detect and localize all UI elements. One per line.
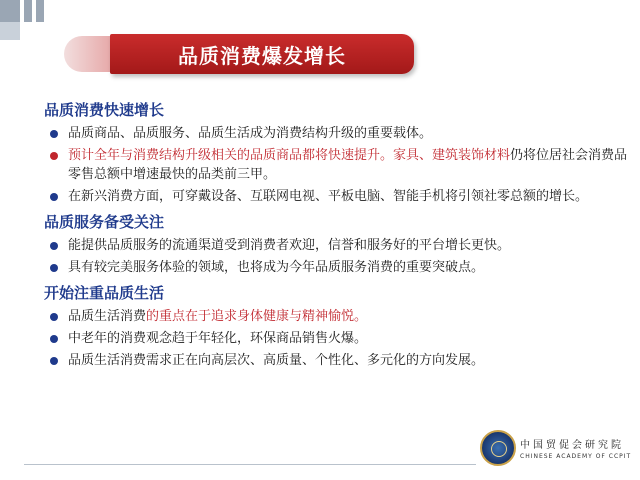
bullet-list: [44, 307, 634, 370]
bullet-icon: [50, 313, 58, 321]
decorative-bar: [0, 0, 20, 22]
page-title: 品质消费爆发增长: [178, 43, 346, 68]
decorative-bar: [36, 0, 44, 22]
bullet-icon: [50, 130, 58, 138]
item-text: 在新兴消费方面，可穿戴设备、互联网电视、平板电脑、智能手机将引领社零总额的增长。: [68, 189, 589, 204]
bullet-icon: [50, 357, 58, 365]
decorative-bar: [0, 22, 20, 40]
content-area: [44, 98, 634, 373]
highlighted-text: 的重点在于追求身体健康与精神愉悦。: [146, 309, 368, 324]
footer-divider: [24, 464, 476, 465]
bullet-list: [44, 124, 634, 206]
item-text: 品质商品、品质服务、品质生活成为消费结构升级的重要载体。: [68, 126, 433, 141]
bullet-icon: [50, 264, 58, 272]
bullet-list: [44, 236, 634, 277]
item-text: 品质生活消费需求正在向高层次、高质量、个性化、多元化的方向发展。: [68, 353, 485, 368]
item-text: 能提供品质服务的流通渠道受到消费者欢迎，信誉和服务好的平台增长更快。: [68, 238, 511, 253]
decorative-bar: [24, 0, 32, 22]
section: [44, 98, 634, 206]
list-item: [44, 236, 634, 255]
title-box: [110, 34, 414, 74]
section-heading: 品质消费快速增长: [44, 101, 165, 119]
list-item: [44, 187, 634, 206]
list-item: [44, 146, 634, 184]
org-name-en: CHINESE ACADEMY OF CCPIT: [520, 453, 632, 460]
list-item: [44, 351, 634, 370]
highlighted-text: 预计全年与消费结构升级相关的品质商品都将快速提升。家具、建筑装饰材料: [68, 148, 511, 163]
bullet-icon: [50, 242, 58, 250]
item-text: 仍将位居社会消费品零售总额中增速最快的品类前三甲。: [68, 148, 628, 182]
item-text: 品质生活消费: [68, 309, 147, 324]
ccpit-logo-icon: [480, 430, 516, 466]
org-name-cn: 中国贸促会研究院: [520, 440, 624, 451]
list-item: [44, 307, 634, 326]
bullet-icon: [50, 152, 58, 160]
item-text: 具有较完美服务体验的领域，也将成为今年品质服务消费的重要突破点。: [68, 260, 485, 275]
section-heading: 开始注重品质生活: [44, 284, 165, 302]
bullet-icon: [50, 193, 58, 201]
list-item: [44, 124, 634, 143]
bullet-icon: [50, 335, 58, 343]
item-text: 中老年的消费观念趋于年轻化，环保商品销售火爆。: [68, 331, 368, 346]
list-item: [44, 258, 634, 277]
list-item: [44, 329, 634, 348]
section: [44, 210, 634, 277]
title-banner: [64, 34, 414, 74]
section: [44, 281, 634, 370]
section-heading: 品质服务备受关注: [44, 213, 165, 231]
